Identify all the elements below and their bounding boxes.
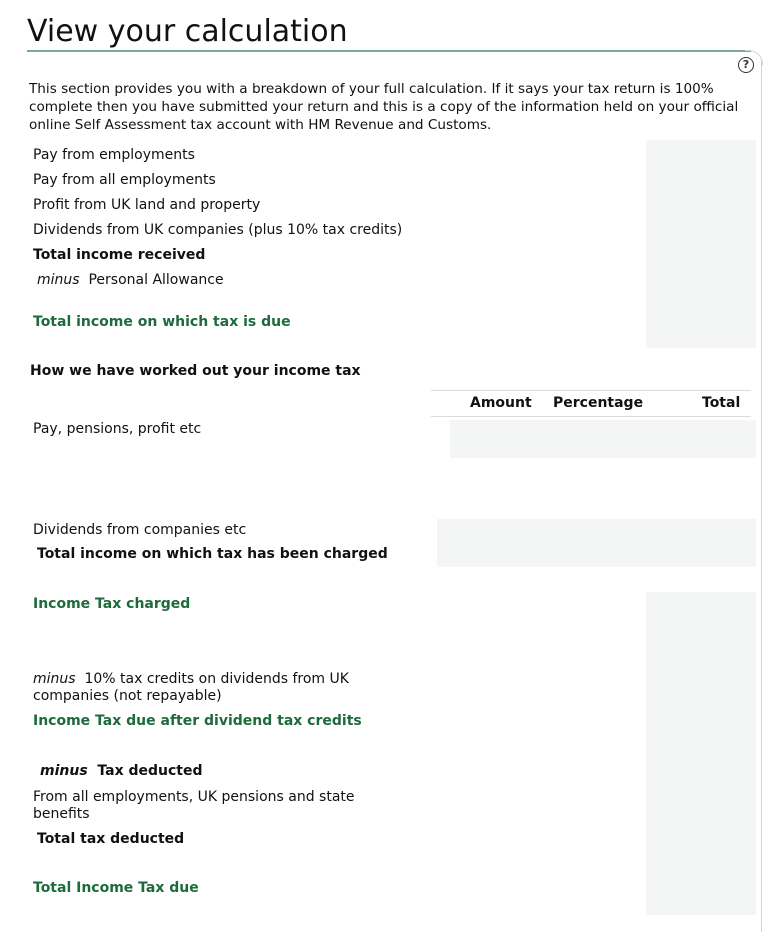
minus-word: minus — [33, 671, 76, 687]
income-tax-charged-label: Income Tax charged — [33, 596, 191, 612]
pay-values-area — [450, 420, 756, 458]
intro-text: This section provides you with a breakdown of your full calculation. If it says your tax return is 100% complete then you have submitted your return and this is a copy of the information held on your official online Self Assessment tax account with HM Revenue and Customs. — [29, 81, 739, 133]
minus-word: minus — [37, 272, 80, 288]
tax-values-area — [646, 592, 756, 915]
worked-out-heading: How we have worked out your income tax — [30, 363, 361, 379]
total-income-charged-label: Total income on which tax has been charged — [37, 546, 388, 562]
from-all-employments-label: From all employments, UK pensions and state benefits — [33, 789, 355, 822]
help-icon[interactable]: ? — [738, 57, 754, 73]
dividends-uk-label: Dividends from UK companies (plus 10% tax credits) — [33, 222, 403, 238]
title-underline — [27, 50, 751, 52]
page-title: View your calculation — [27, 14, 348, 49]
personal-allowance-row — [37, 272, 224, 289]
column-amount: Amount — [470, 395, 532, 411]
pay-from-employments-label: Pay from employments — [33, 147, 195, 163]
total-income-received-label: Total income received — [33, 247, 206, 263]
total-income-tax-due-on-label: Total income on which tax is due — [33, 314, 291, 330]
panel-border — [761, 60, 762, 932]
tax-credits-note-label: 10% tax credits on dividends from UK companies (not repayable) — [33, 671, 349, 704]
tax-credits-note-row — [33, 671, 398, 705]
total-income-tax-due-label: Total Income Tax due — [33, 880, 199, 896]
columns-top-rule — [431, 390, 751, 391]
tax-deducted-row — [40, 763, 203, 780]
pay-pensions-profit-label: Pay, pensions, profit etc — [33, 421, 202, 437]
personal-allowance-label: Personal Allowance — [88, 272, 224, 288]
tax-due-after-credits-label: Income Tax due after dividend tax credits — [33, 713, 362, 729]
income-values-area — [646, 140, 756, 348]
dividends-companies-label: Dividends from companies etc — [33, 522, 247, 538]
column-total: Total — [702, 395, 741, 411]
column-percentage: Percentage — [553, 395, 644, 411]
tax-deducted-label: Tax deducted — [97, 763, 203, 779]
minus-word: minus — [40, 763, 88, 779]
columns-bottom-rule — [431, 416, 751, 417]
dividend-values-area — [437, 519, 756, 567]
profit-uk-land-label: Profit from UK land and property — [33, 197, 261, 213]
pay-from-all-employments-label: Pay from all employments — [33, 172, 216, 188]
total-tax-deducted-label: Total tax deducted — [37, 831, 185, 847]
